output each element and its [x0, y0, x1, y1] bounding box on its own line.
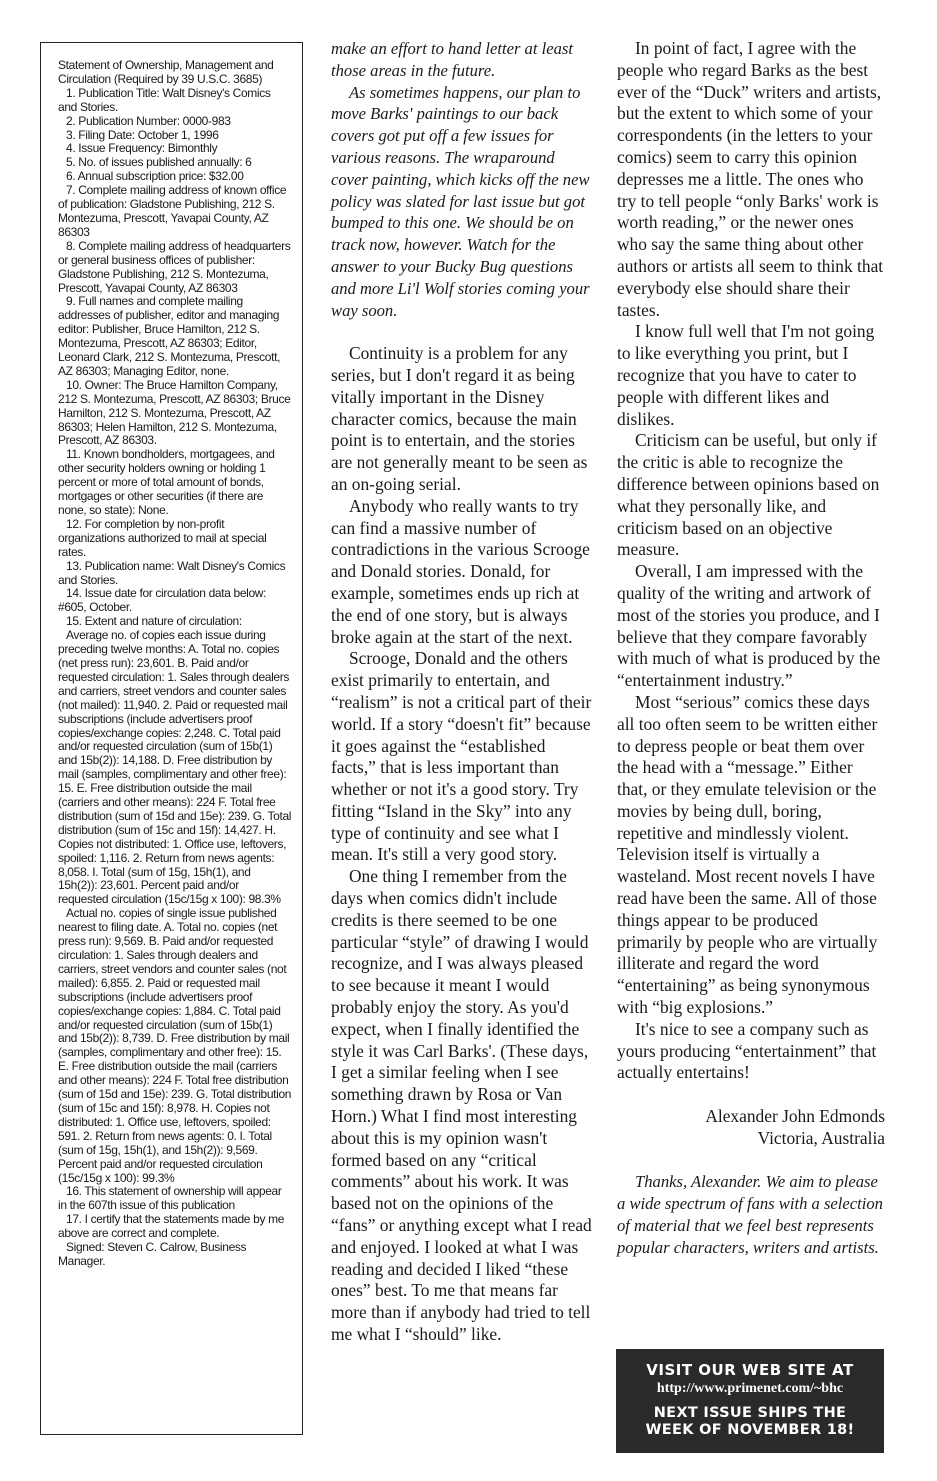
statement-item: 7. Complete mailing address of known office of publication: Gladstone Publishing, 212 S. Montezuma, Prescott, Yavapai County, AZ 86303 — [58, 183, 287, 239]
statement-item: 15. Extent and nature of circulation: — [66, 614, 242, 629]
letter-paragraph: In point of fact, I agree with the people who regard Barks as the best ever of the “Duck” writers and artists, but the extent to which some of your correspondents (in the letters to your comics) seem to carry this opinion depresses me a little. The ones who try to tell people “only Barks' work is worth reading,” or the newer ones who say the same thing about other authors or artists all seem to think that everybody else should share their tastes. — [617, 38, 884, 320]
statement-of-ownership-box — [40, 42, 303, 1435]
letter-paragraph: Continuity is a problem for any series, but I don't regard it as being vitally important in the Disney character comics, because the main point is to entertain, and the stories are not generally meant to be seen as an on-going serial. — [331, 343, 588, 494]
letter-paragraph: Overall, I am impressed with the quality of the writing and artwork of most of the stories you produce, and I believe that they compare favorably with much of what is produced by the “entertainment industry.” — [617, 561, 881, 691]
editor-reply-paragraph: As sometimes happens, our plan to move Barks' paintings to our back covers got put off a few issues for various reasons. The wraparound cover painting, which kicks off the new policy was slated for last issue but got bumped to this one. We should be on track now, however. Watch for the answer to your Bucky Bug questions and more Li'l Wolf stories coming your way soon. — [331, 82, 590, 320]
statement-item: Actual no. copies of single issue published nearest to filing date. A. Total no. copies (net press run): 9,569. B. Paid and/or requested circulation: 1. Sales through dealers and carriers, street vendors and counter sales (not mailed): 6,855. 2. Paid or requested mail subscriptions (include advertisers proof copies/exchange copies: 1,884. C. Total paid and/or requested circulation (sum of 15b(1) and 15b(2)): 8,739. D. Free distribution by mail (samples, complimentary and other free): 15. E. Free distribution outside the mail (carriers and other means): 224 F. Total free distribution (sum of 15d and 15e): 239. G. Total distribution (sum of 15c and 15f): 8,978. H. Copies not distributed: 1. Office use, leftovers, spoiled: 591. 2. Return from news agents: 0. I. Total (sum of 15g, 15h(1), and 15h(2)): 9,569. Percent paid and/or requested circulation (15c/15g x 100): 99.3% — [58, 906, 292, 1185]
letter-paragraph: Scrooge, Donald and the others exist primarily to entertain, and “realism” is not a critical part of their world. If a story “doesn't fit” because it goes against the “established facts,” that is less important than whether or not it's a good story. Try fitting “Island in the Sky” into any type of continuity and see what I mean. It's still a very good story. — [331, 648, 592, 865]
statement-text — [58, 59, 292, 1269]
signature-name: Alexander John Edmonds — [705, 1106, 885, 1127]
statement-item: 17. I certify that the statements made by me above are correct and complete. — [58, 1212, 285, 1241]
letter-paragraph: It's nice to see a company such as yours producing “entertainment” that actually entertains! — [617, 1018, 877, 1083]
letter-paragraph: I know full well that I'm not going to like everything you print, but I recognize that you have to cater to people with different likes and dislikes. — [617, 321, 875, 429]
statement-item: 6. Annual subscription price: $32.00 — [66, 169, 244, 184]
banner-visit-text: VISIT OUR WEB SITE AT — [646, 1361, 854, 1379]
statement-item: Statement of Ownership, Management and Circulation (Required by 39 U.S.C. 3685) — [58, 58, 274, 86]
statement-item: 11. Known bondholders, mortgagees, and other security holders owning or holding 1 percent or more of total amount of bonds, mortgages or other securities (if there are none, so state): None. — [58, 447, 275, 517]
letter-paragraph: Criticism can be useful, but only if the critic is able to recognize the difference between opinions based on what they personally like, and criticism based on an objective measure. — [617, 430, 880, 560]
statement-item: 1. Publication Title: Walt Disney's Comics and Stories. — [58, 85, 271, 114]
signature-place: Victoria, Australia — [757, 1127, 885, 1148]
statement-item: 4. Issue Frequency: Bimonthly — [66, 141, 218, 156]
statement-item: 12. For completion by non-profit organizations authorized to mail at special rates. — [58, 516, 267, 559]
banner-next-issue-line1: NEXT ISSUE SHIPS THE — [653, 1405, 847, 1421]
statement-item: Average no. of copies each issue during preceding twelve months: A. Total no. copies (net press run): 23,601. B. Paid and/or requested circulation: 1. Sales through dealers and carriers, street vendors and counter sales (not mailed): 11,940. 2. Paid or requested mail subscriptions (include advertisers proof copies/exchange copies: 2,248. C. Total paid and/or requested circulation (sum of 15b(1) and 15b(2)): 14,188. D. Free distribution by mail (samples, complimentary and other free): 15. E. Free distribution outside the mail (carriers and other means): 224 F. Total free distribution (sum of 15d and 15e): 239. G. Total distribution (sum of 15c and 15f): 14,427. H. Copies not distributed: 1. Office use, leftovers, spoiled: 1,116. 2. Return from news agents: 8,058. I. Total (sum of 15g, 15h(1), and 15h(2)): 23,601. Percent paid and/or requested circulation (15c/15g x 100): 98.3% — [58, 628, 292, 907]
editor-reply: Thanks, Alexander. We aim to please a wide spectrum of fans with a selection of material that we feel best represents popular characters, writers and artists. — [617, 1172, 883, 1257]
statement-item: 10. Owner: The Bruce Hamilton Company, 212 S. Montezuma, Prescott, AZ 86303; Bruce Hamilton, 212 S. Montezuma, Prescott, AZ 86303; Helen Hamilton, 212 S. Montezuma, Prescott, AZ 86303. — [58, 377, 291, 448]
banner-next-issue-text — [616, 1405, 884, 1439]
letters-column-right — [617, 38, 885, 1259]
statement-item: 13. Publication name: Walt Disney's Comics and Stories. — [58, 558, 286, 587]
banner-next-issue-line2: WEEK OF NOVEMBER 18! — [645, 1422, 855, 1438]
statement-item: 9. Full names and complete mailing addresses of publisher, editor and managing editor: Publisher, Bruce Hamilton, 212 S. Montezuma, Prescott, AZ 86303; Editor, Leonard Clark, 212 S. Montezuma, Prescott, AZ 86303; Managing Editor, none. — [58, 294, 281, 378]
letter-paragraph: Anybody who really wants to try can find a massive number of contradictions in the various Scrooge and Donald stories. Donald, for example, sometimes ends up rich at the end of one story, but is always broke again at the start of the next. — [331, 495, 590, 647]
statement-item: 3. Filing Date: October 1, 1996 — [66, 127, 219, 142]
statement-item: 8. Complete mailing address of headquarters or general business offices of publisher: Gladstone Publishing, 212 S. Montezuma, Prescott, Yavapai County, AZ 86303 — [58, 238, 291, 295]
letter-paragraph: Most “serious” comics these days all too often seem to be written either to depress people or beat them over the head with a “message.” Either that, or they emulate television or the movies by being dull, boring, repetitive and mindlessly violent. Television itself is virtually a wasteland. Most recent novels I have read have been the same. All of those things appear to be produced primarily by people who are virtually illiterate and regard the word “entertaining” as being synonymous with “big explosions.” — [617, 691, 878, 1018]
editor-reply-continued: make an effort to hand letter at least those areas in the future. — [331, 39, 573, 80]
statement-item: 14. Issue date for circulation data below: #605, October. — [58, 586, 267, 615]
statement-item: 16. This statement of ownership will appear in the 607th issue of this publication — [58, 1184, 282, 1213]
statement-item: 2. Publication Number: 0000-983 — [66, 113, 231, 128]
statement-item: 5. No. of issues published annually: 6 — [66, 155, 252, 170]
statement-item: Signed: Steven C. Calrow, Business Manager. — [58, 1240, 247, 1268]
website-banner — [616, 1349, 884, 1453]
letters-column-middle — [331, 38, 593, 1346]
letter-paragraph: One thing I remember from the days when comics didn't include credits is there seemed to be one particular “style” of drawing I would recognize, and I was always pleased to see because it meant I would probably enjoy the story. As you'd expect, when I finally identified the style it was Carl Barks'. (These days, I get a similar feeling when I see something drawn by Rosa or Van Horn.) What I find most interesting about this is my opinion wasn't formed based on any “critical comments” about his work. It was based not on the opinions of the “fans” or anything except what I read and enjoyed. I looked at what I was reading and decided I liked “these ones” best. To me that means far more than if anybody had tried to tell me what I “should” like. — [331, 866, 592, 1345]
banner-url-link[interactable]: http://www.primenet.com/~bhc — [656, 1381, 844, 1396]
